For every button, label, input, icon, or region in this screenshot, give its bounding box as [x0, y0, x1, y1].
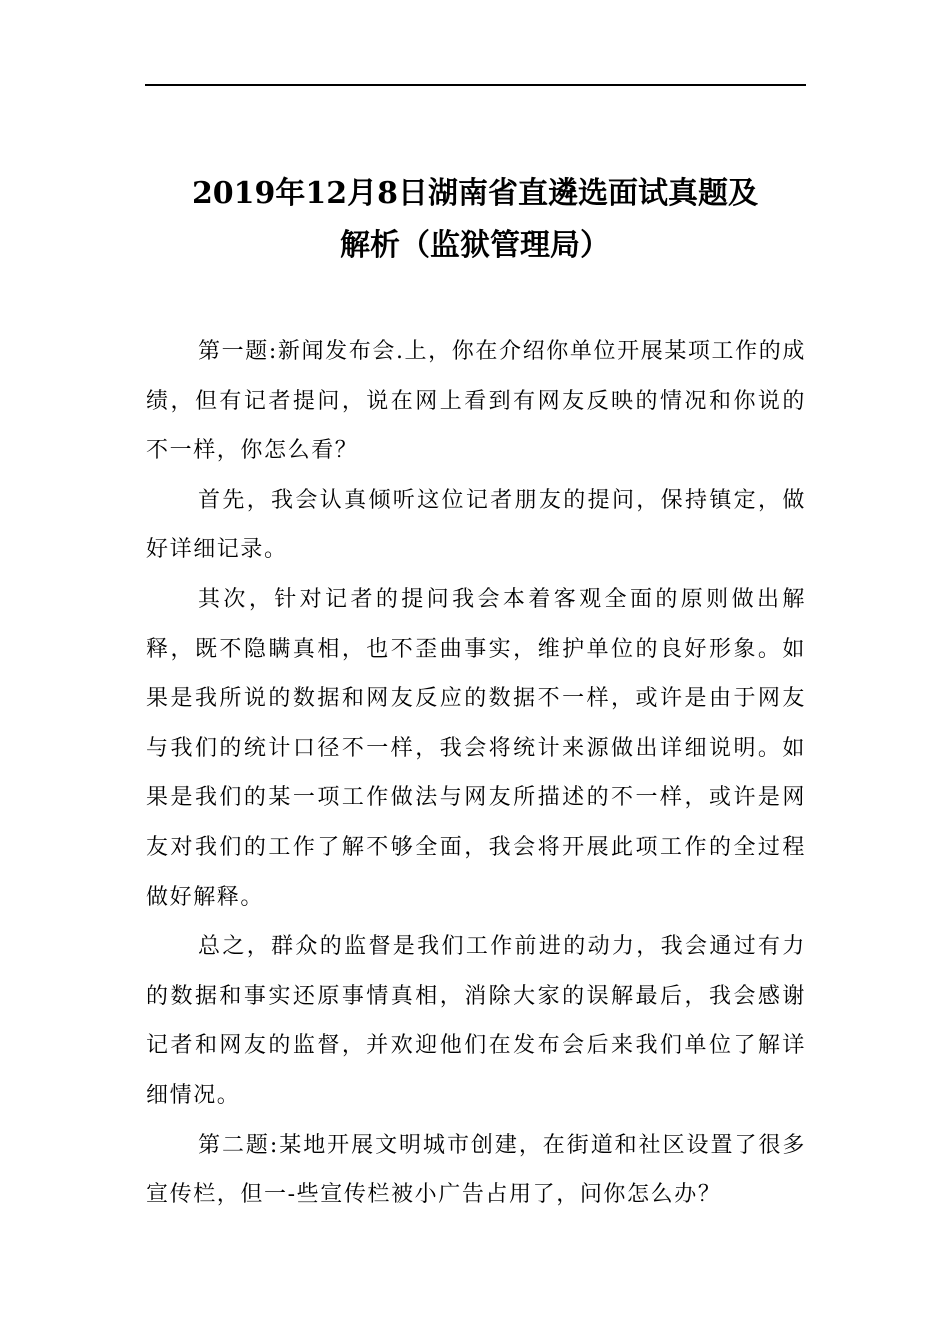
- document-title: [130, 168, 820, 272]
- paragraph-question-2: 第二题:某地开展文明城市创建，在街道和社区设置了很多宣传栏，但一-些宣传栏被小广告占用了，问你怎么办？: [146, 1132, 806, 1208]
- title-line-2: 解析（监狱管理局）: [340, 228, 610, 263]
- header-rule: [145, 84, 806, 86]
- paragraph-question-1: 第一题:新闻发布会.上，你在介绍你单位开展某项工作的成绩，但有记者提问，说在网上看到有网友反映的情况和你说的不一样，你怎么看？: [146, 339, 806, 464]
- document-body: [146, 327, 806, 1220]
- title-line-1: 2019年12月8日湖南省直遴选面试真题及: [191, 176, 759, 211]
- paragraph-answer-summary: 总之，群众的监督是我们工作前进的动力，我会通过有力的数据和事实还原事情真相，消除大家的误解最后，我会感谢记者和网友的监督，并欢迎他们在发布会后来我们单位了解详细情况。: [146, 934, 806, 1108]
- paragraph-answer-first: 首先，我会认真倾听这位记者朋友的提问，保持镇定，做好详细记录。: [146, 487, 806, 563]
- paragraph-answer-second: 其次，针对记者的提问我会本着客观全面的原则做出解释，既不隐瞒真相，也不歪曲事实，维护单位的良好形象。如果是我所说的数据和网友反应的数据不一样，或许是由于网友与我们的统计口径不一样，我会将统计来源做出详细说明。如果是我们的某一项工作做法与网友所描述的不一样，或许是网友对我们的工作了解不够全面，我会将开展此项工作的全过程做好解释。: [146, 586, 806, 910]
